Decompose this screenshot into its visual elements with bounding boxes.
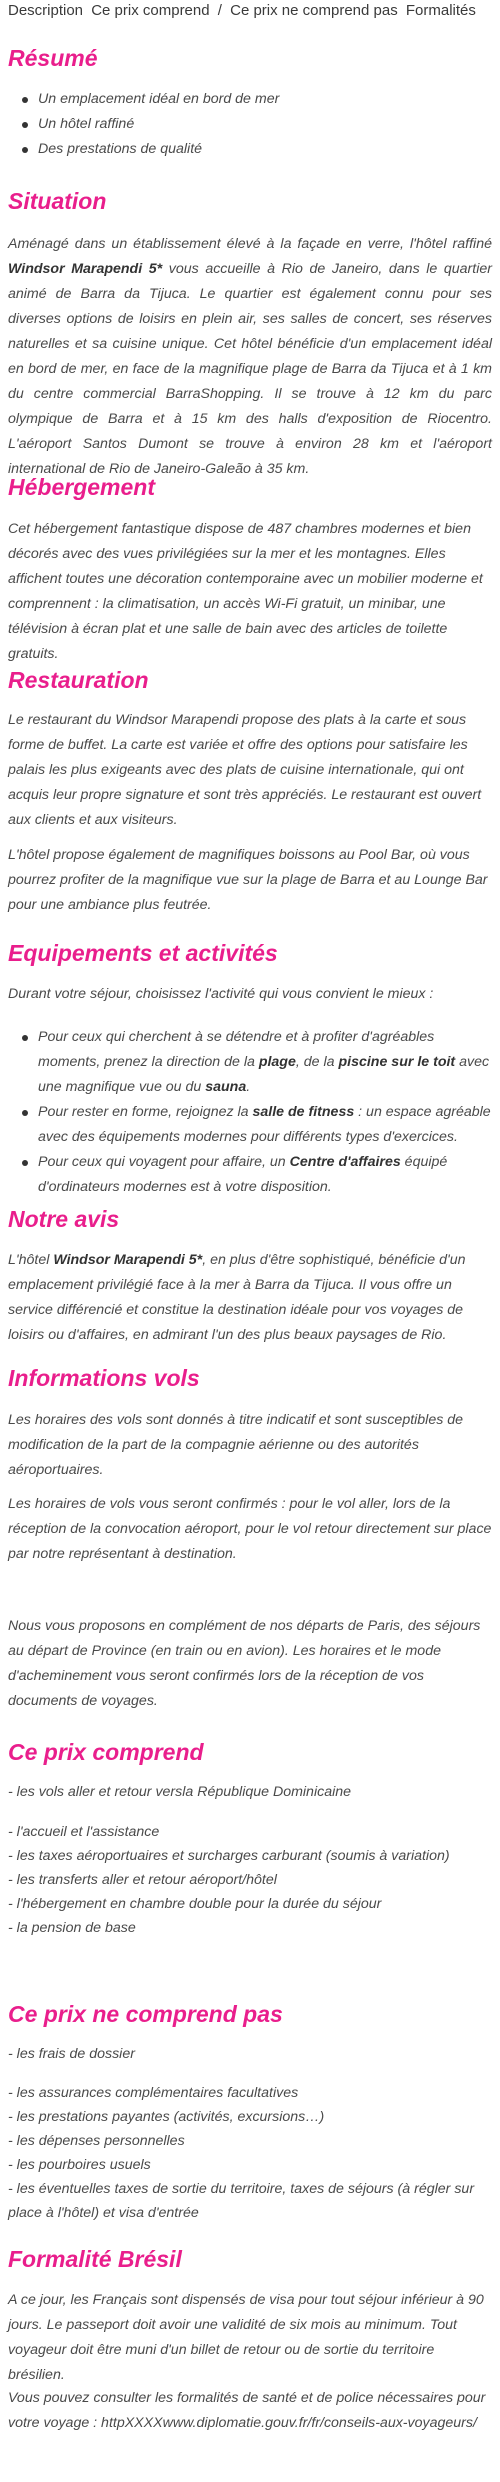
item-highlight: salle de fitness bbox=[252, 1104, 355, 1120]
tab-formalites[interactable]: Formalités bbox=[405, 2, 476, 19]
list-item: Un emplacement idéal en bord de mer bbox=[38, 87, 492, 112]
section-title-restauration: Restauration bbox=[8, 667, 149, 693]
section-title-formalite: Formalité Brésil bbox=[8, 2246, 182, 2272]
vols-text-3: Nous vous proposons en complément de nos départs de Paris, des séjours au départ de Province (en train ou en avion). Les horaires et le mode d'acheminement vous seront confirmés lors de la réception de vos documents de voyages. bbox=[8, 1618, 481, 1709]
tab-bar bbox=[8, 0, 492, 36]
formalite-text-2: Vous pouvez consulter les formalités de santé et de police nécessaires pour votre voyage : httpXXXXwww.diplomatie.gouv.fr/fr/conseils-aux-voyageurs/ bbox=[8, 2390, 486, 2431]
list-item: - les pourboires usuels bbox=[8, 2157, 151, 2173]
ne-comprend-first: - les frais de dossier bbox=[8, 2046, 135, 2062]
item-text: . bbox=[246, 1079, 251, 1095]
list-item: - les prestations payantes (activités, excursions…) bbox=[8, 2109, 325, 2125]
section-title-comprend: Ce prix comprend bbox=[8, 1739, 204, 1765]
situation-text bbox=[8, 232, 492, 482]
list-item: - les taxes aéroportuaires et surcharges carburant (soumis à variation) bbox=[8, 1848, 450, 1864]
section-title-vols: Informations vols bbox=[8, 1365, 200, 1391]
item-highlight: plage bbox=[258, 1054, 296, 1070]
list-item: - les éventuelles taxes de sortie du territoire, taxes de séjours (à régler sur place à l'hôtel) et visa d'entrée bbox=[8, 2181, 475, 2221]
comprend-first: - les vols aller et retour versla République Dominicaine bbox=[8, 1784, 352, 1800]
situation-text-part: vous accueille à Rio de Janeiro, dans le quartier animé de Barra da Tijuca. Le quartier est également connu pour ses diverses options de loisirs en plein air, ses salles de concert, ses réserves naturelles et sa cuisine unique. Cet hôtel bénéficie d'un emplacement idéal en bord de mer, en face de la magnifique plage de Barra da Tijuca et à 1 km du centre commercial BarraShopping. Il se trouve à 12 km du parc olympique de Barra et à 15 km des halls d'exposition de Riocentro. L'aéroport Santos Dumont se trouve à environ 28 km et l'aéroport international de Rio de Janeiro-Galeão à 35 km. bbox=[8, 261, 492, 477]
tab-ce-prix-ne-comprend-pas[interactable]: Ce prix ne comprend pas bbox=[230, 2, 398, 19]
equipements-list bbox=[8, 1025, 492, 1200]
vols-text-1: Les horaires des vols sont donnés à titre indicatif et sont susceptibles de modification de la part de la compagnie aérienne ou des autorités aéroportuaires. bbox=[8, 1412, 464, 1478]
comprend-list bbox=[8, 1820, 492, 1940]
section-title-hebergement: Hébergement bbox=[8, 474, 155, 500]
item-text: Pour ceux qui cherchent à se détendre et à profiter d'agréables moments, prenez la direction de la bbox=[38, 1029, 435, 1070]
restauration-text-1: Le restaurant du Windsor Marapendi propose des plats à la carte et sous forme de buffet. La carte est variée et offre des options pour satisfaire les palais les plus exigeants avec des plats de cuisine internationale, qui ont acquis leur propre signature et sont très appréciés. Le restaurant est ouvert aux clients et aux visiteurs. bbox=[8, 712, 482, 828]
avis-text-part: , en plus d'être sophistiqué, bénéficie d'un emplacement privilégié face à la mer à Barra da Tijuca. Il vous offre un service différencié et constitue la destination idéale pour vos voyages de loisirs ou d'affaires, en admirant l'un des plus beaux paysages de Rio. bbox=[8, 1252, 466, 1343]
item-text: : un espace agréable avec des équipements modernes pour différents types d'exercices. bbox=[38, 1104, 491, 1145]
list-item: - la pension de base bbox=[8, 1920, 136, 1936]
item-text: , de la bbox=[295, 1054, 339, 1070]
list-item: - les transferts aller et retour aéroport/hôtel bbox=[8, 1872, 277, 1888]
list-item bbox=[38, 1025, 492, 1100]
item-text: équipé d'ordinateurs modernes est à votre disposition. bbox=[38, 1154, 448, 1195]
list-item: - les dépenses personnelles bbox=[8, 2133, 185, 2149]
formalite-text-1: A ce jour, les Français sont dispensés de visa pour tout séjour inférieur à 90 jours. Le passeport doit avoir une validité de six mois au minimum. Tout voyageur doit être muni d'un billet de retour ou de sortie du territoire brésilien. bbox=[8, 2292, 484, 2383]
avis-text bbox=[8, 1248, 492, 1348]
item-text: Pour ceux qui voyagent pour affaire, un bbox=[38, 1154, 290, 1170]
list-item: - l'accueil et l'assistance bbox=[8, 1824, 160, 1840]
list-item bbox=[38, 1100, 492, 1150]
section-title-situation: Situation bbox=[8, 188, 107, 214]
item-highlight: sauna bbox=[205, 1079, 247, 1095]
section-title-ne-comprend: Ce prix ne comprend pas bbox=[8, 2001, 283, 2027]
section-title-avis: Notre avis bbox=[8, 1206, 120, 1232]
tab-ce-prix-comprend[interactable]: Ce prix comprend bbox=[91, 2, 210, 19]
item-text: avec une magnifique vue ou du bbox=[38, 1054, 490, 1095]
avis-text-part: L'hôtel bbox=[8, 1252, 54, 1268]
item-highlight: piscine sur le toit bbox=[338, 1054, 456, 1070]
list-item: - l'hébergement en chambre double pour la durée du séjour bbox=[8, 1896, 382, 1912]
ne-comprend-list bbox=[8, 2081, 492, 2225]
restauration-text-2: L'hôtel propose également de magnifiques boissons au Pool Bar, où vous pourrez profiter de la magnifique vue sur la plage de Barra et au Lounge Bar pour une ambiance plus feutrée. bbox=[8, 847, 488, 913]
list-item: Des prestations de qualité bbox=[38, 137, 492, 162]
section-title-resume: Résumé bbox=[8, 45, 98, 71]
hebergement-text: Cet hébergement fantastique dispose de 487 chambres modernes et bien décorés avec des vues privilégiées sur la mer et les montagnes. Elles affichent toutes une décoration contemporaine avec un mobilier moderne et comprennent : la climatisation, un accès Wi-Fi gratuit, un minibar, une télévision à écran plat et une salle de bain avec des articles de toilette gratuits. bbox=[8, 521, 483, 662]
hotel-name: Windsor Marapendi 5* bbox=[53, 1252, 203, 1268]
vols-text-2: Les horaires de vols vous seront confirmés : pour le vol aller, lors de la réception de la convocation aéroport, pour le vol retour directement sur place par notre représentant à destination. bbox=[8, 1496, 492, 1562]
section-title-equipements: Equipements et activités bbox=[8, 940, 278, 966]
hotel-name: Windsor Marapendi 5* bbox=[8, 261, 163, 277]
resume-list bbox=[8, 87, 492, 162]
list-item bbox=[38, 1150, 492, 1200]
item-highlight: Centre d'affaires bbox=[289, 1154, 401, 1170]
situation-text-part: Aménagé dans un établissement élevé à la façade en verre, l'hôtel raffiné bbox=[8, 236, 492, 252]
tab-description[interactable]: Description bbox=[8, 2, 84, 19]
equipements-intro: Durant votre séjour, choisissez l'activité qui vous convient le mieux : bbox=[8, 986, 434, 1002]
list-item: Un hôtel raffiné bbox=[38, 112, 492, 137]
tab-separator: / bbox=[217, 2, 222, 19]
item-text: Pour rester en forme, rejoignez la bbox=[38, 1104, 253, 1120]
list-item: - les assurances complémentaires facultatives bbox=[8, 2085, 299, 2101]
